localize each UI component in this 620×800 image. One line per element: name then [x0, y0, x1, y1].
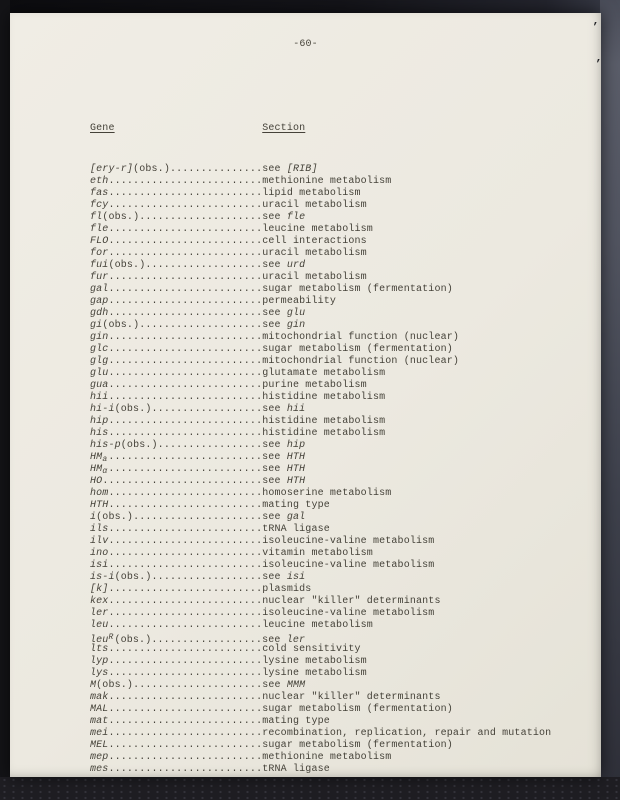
gene-symbol: isi: [90, 560, 109, 571]
gene-symbol: fcy: [90, 200, 109, 211]
section-text: lysine metabolism: [262, 668, 367, 679]
table-row: [90, 428, 593, 440]
gene-symbol: hom: [90, 488, 109, 499]
dot-leader: .........................: [108, 272, 263, 283]
section-text: nuclear "killer" determinants: [262, 692, 441, 703]
gene-symbol: leu: [90, 635, 109, 646]
dot-leader: .........................: [108, 416, 263, 427]
section-text: see: [262, 404, 287, 415]
gene-symbol: MAL: [90, 704, 109, 715]
gene-note: (obs.): [96, 512, 134, 523]
table-row: [90, 260, 593, 272]
section-text: purine metabolism: [262, 380, 367, 391]
dot-leader: .........................: [108, 368, 263, 379]
gene-symbol: glg: [90, 356, 109, 367]
section-text: methionine metabolism: [262, 176, 392, 187]
gene-note: (obs.): [133, 164, 170, 175]
gene-symbol: [ery-r]: [90, 164, 134, 175]
gene-symbol: ils: [90, 524, 109, 535]
table-row: [90, 332, 593, 344]
section-text: plasmids: [262, 584, 312, 595]
table-row: [90, 380, 593, 392]
section-text: sugar metabolism (fermentation): [262, 344, 453, 355]
table-row: [90, 404, 593, 416]
gene-symbol: M: [90, 680, 97, 691]
dot-leader: .........................: [108, 728, 263, 739]
section-ref: HTH: [286, 452, 306, 463]
dot-leader: .........................: [108, 248, 263, 259]
dot-leader: .........................: [108, 560, 263, 571]
table-row: [90, 476, 593, 488]
section-text: see: [262, 512, 287, 523]
gene-symbol: gi: [90, 320, 103, 331]
table-row: [90, 416, 593, 428]
table-row: [90, 236, 593, 248]
table-row: [90, 452, 593, 464]
gene-symbol: his: [90, 428, 109, 439]
table-row: [90, 644, 593, 656]
section-text: tRNA ligase: [262, 524, 330, 535]
dot-leader: .........................: [108, 356, 263, 367]
scanner-bed-left: [0, 0, 10, 800]
section-text: see: [262, 260, 287, 271]
section-text: see: [262, 464, 287, 475]
dot-leader: ....................: [139, 212, 263, 223]
gene-symbol: ilv: [90, 536, 109, 547]
table-row: [90, 368, 593, 380]
table-row: [90, 632, 593, 644]
table-row: [90, 704, 593, 716]
section-text: histidine metabolism: [262, 392, 386, 403]
section-text: sugar metabolism (fermentation): [262, 740, 453, 751]
section-ref: [RIB]: [286, 164, 318, 175]
dot-leader: .........................: [108, 308, 263, 319]
dot-leader: .........................: [108, 344, 263, 355]
table-row: [90, 692, 593, 704]
dot-leader: .........................: [108, 284, 263, 295]
dot-leader: .........................: [108, 488, 263, 499]
gene-note: (obs.): [114, 404, 152, 415]
gene-symbol: his-p: [90, 440, 121, 451]
dot-leader: .....................: [133, 512, 263, 523]
dot-leader: ..................: [151, 572, 263, 583]
dot-leader: .........................: [108, 500, 263, 511]
dot-leader: .........................: [108, 584, 263, 595]
gene-symbol: gal: [90, 284, 109, 295]
table-row: [90, 500, 593, 512]
section-text: homoserine metabolism: [262, 488, 392, 499]
gene-symbol: glc: [90, 344, 109, 355]
section-text: uracil metabolism: [262, 272, 367, 283]
gene-symbol: ino: [90, 548, 109, 559]
table-row: [90, 212, 593, 224]
table-row: [90, 716, 593, 728]
gene-subscript: a: [102, 455, 108, 464]
table-row: [90, 536, 593, 548]
section-text: uracil metabolism: [262, 248, 367, 259]
table-row: [90, 620, 593, 632]
dot-leader: .........................: [108, 428, 263, 439]
dot-leader: .........................: [108, 296, 263, 307]
dot-leader: .........................: [108, 188, 263, 199]
section-ref: ler: [286, 635, 306, 646]
section-ref: HTH: [286, 476, 306, 487]
gene-symbol: lts: [90, 644, 109, 655]
section-text: see: [262, 452, 287, 463]
table-row: [90, 440, 593, 452]
section-text: see: [262, 320, 287, 331]
gene-subscript: α: [102, 467, 108, 476]
dot-leader: .........................: [108, 392, 263, 403]
dot-leader: ..........................: [102, 476, 263, 487]
scanner-bed-right: [600, 0, 620, 800]
section-text: tRNA ligase: [262, 764, 330, 775]
gene-symbol: glu: [90, 368, 109, 379]
section-ref: gal: [286, 512, 306, 523]
section-text: uracil metabolism: [262, 200, 367, 211]
gene-symbol: mep: [90, 752, 109, 763]
table-row: [90, 284, 593, 296]
table-row: [90, 584, 593, 596]
gene-index: [90, 99, 593, 800]
section-text: recombination, replication, repair and mutation: [262, 728, 552, 739]
gene-symbol: fur: [90, 272, 109, 283]
section-ref: gin: [286, 320, 306, 331]
section-text: histidine metabolism: [262, 428, 386, 439]
gene-symbol: HO: [90, 476, 103, 487]
table-row: [90, 524, 593, 536]
dot-leader: .........................: [108, 752, 263, 763]
dot-leader: .........................: [108, 644, 263, 655]
section-ref: glu: [286, 308, 306, 319]
section-text: isoleucine-valine metabolism: [262, 608, 435, 619]
section-text: histidine metabolism: [262, 416, 386, 427]
document-page: [10, 13, 601, 777]
dot-leader: .........................: [108, 764, 263, 775]
gene-symbol: fl: [90, 212, 103, 223]
table-row: [90, 464, 593, 476]
header-gap: [115, 123, 263, 134]
section-text: lipid metabolism: [262, 188, 361, 199]
section-ref: HTH: [286, 464, 306, 475]
table-row: [90, 272, 593, 284]
gene-symbol: hip: [90, 416, 109, 427]
dot-leader: .........................: [108, 236, 263, 247]
section-column-header: Section: [262, 123, 306, 134]
gene-symbol: eth: [90, 176, 109, 187]
table-row: [90, 200, 593, 212]
section-text: sugar metabolism (fermentation): [262, 284, 453, 295]
gene-symbol: mei: [90, 728, 109, 739]
section-text: isoleucine-valine metabolism: [262, 560, 435, 571]
section-text: vitamin metabolism: [262, 548, 373, 559]
section-ref: isi: [286, 572, 306, 583]
gene-symbol: gap: [90, 296, 109, 307]
table-row: [90, 344, 593, 356]
section-text: methionine metabolism: [262, 752, 392, 763]
dot-leader: .........................: [108, 620, 263, 631]
gene-symbol: lyp: [90, 656, 109, 667]
gene-column-header: Gene: [90, 123, 115, 134]
dot-leader: .........................: [108, 176, 263, 187]
section-ref: fle: [286, 212, 306, 223]
section-text: see: [262, 680, 287, 691]
gene-symbol: hii: [90, 392, 109, 403]
dot-leader: .........................: [108, 536, 263, 547]
section-text: cell interactions: [262, 236, 367, 247]
dot-leader: .........................: [108, 380, 263, 391]
dot-leader: .........................: [108, 524, 263, 535]
gene-note: (obs.): [96, 680, 134, 691]
dot-leader: .........................: [108, 692, 263, 703]
dot-leader: .........................: [108, 608, 263, 619]
dot-leader: ....................: [139, 320, 263, 331]
section-text: lysine metabolism: [262, 656, 367, 667]
dot-leader: .................: [157, 440, 263, 451]
table-row: [90, 176, 593, 188]
table-row: [90, 752, 593, 764]
section-text: mating type: [262, 500, 330, 511]
gene-note: (obs.): [108, 260, 146, 271]
section-text: permeability: [262, 296, 337, 307]
gene-symbol: fle: [90, 224, 109, 235]
table-row: [90, 572, 593, 584]
gene-note: (obs.): [114, 635, 152, 646]
gene-symbol: lys: [90, 668, 109, 679]
table-body: [90, 164, 593, 776]
table-row: [90, 488, 593, 500]
section-text: see: [262, 164, 287, 175]
section-text: see: [262, 440, 287, 451]
table-row: [90, 656, 593, 668]
gene-symbol: gua: [90, 380, 109, 391]
gene-note: (obs.): [114, 572, 152, 583]
table-row: [90, 548, 593, 560]
table-row: [90, 680, 593, 692]
table-row: [90, 320, 593, 332]
section-text: cold sensitivity: [262, 644, 361, 655]
gene-symbol: gin: [90, 332, 109, 343]
section-ref: hip: [286, 440, 306, 451]
gene-symbol: mat: [90, 716, 109, 727]
table-row: [90, 728, 593, 740]
gene-note: (obs.): [102, 320, 140, 331]
section-text: see: [262, 635, 287, 646]
gene-symbol: MEL: [90, 740, 109, 751]
dot-leader: .........................: [108, 332, 263, 343]
table-header: [90, 123, 593, 135]
gene-symbol: fas: [90, 188, 109, 199]
table-row: [90, 560, 593, 572]
dot-leader: ..................: [151, 404, 263, 415]
table-row: [90, 608, 593, 620]
section-text: nuclear "killer" determinants: [262, 596, 441, 607]
dot-leader: .........................: [108, 656, 263, 667]
gene-symbol: FLO: [90, 236, 109, 247]
table-row: [90, 596, 593, 608]
table-row: [90, 668, 593, 680]
section-ref: urd: [286, 260, 306, 271]
table-row: [90, 188, 593, 200]
dot-leader: .........................: [108, 596, 263, 607]
section-text: glutamate metabolism: [262, 368, 386, 379]
gene-symbol: gdh: [90, 308, 109, 319]
gene-symbol: for: [90, 248, 109, 259]
gene-superscript: R: [108, 633, 114, 642]
dot-leader: .....................: [133, 680, 263, 691]
section-ref: MMM: [286, 680, 306, 691]
gene-symbol: is-i: [90, 572, 115, 583]
scanner-bed-top: [0, 0, 620, 13]
gene-note: (obs.): [102, 212, 140, 223]
section-text: mitochondrial function (nuclear): [262, 332, 460, 343]
dot-leader: .........................: [108, 704, 263, 715]
dot-leader: .........................: [108, 224, 263, 235]
gene-symbol: leu: [90, 620, 109, 631]
table-row: [90, 164, 593, 176]
gene-symbol: hi-i: [90, 404, 115, 415]
dot-leader: ...............: [169, 164, 263, 175]
table-row: [90, 764, 593, 776]
table-row: [90, 296, 593, 308]
ink-mark: ’: [595, 59, 602, 71]
section-text: see: [262, 308, 287, 319]
dot-leader: .........................: [108, 200, 263, 211]
dot-leader: ..................: [151, 635, 263, 646]
gene-symbol: mak: [90, 692, 109, 703]
gene-symbol: i: [90, 512, 97, 523]
table-row: [90, 512, 593, 524]
section-text: see: [262, 476, 287, 487]
section-text: leucine metabolism: [262, 620, 373, 631]
dot-leader: .........................: [108, 548, 263, 559]
gene-symbol: HTH: [90, 500, 109, 511]
section-text: leucine metabolism: [262, 224, 373, 235]
gene-symbol: HM: [90, 464, 103, 475]
table-row: [90, 308, 593, 320]
section-ref: hii: [286, 404, 306, 415]
table-row: [90, 248, 593, 260]
section-text: sugar metabolism (fermentation): [262, 704, 453, 715]
section-text: mitochondrial function (nuclear): [262, 356, 460, 367]
gene-symbol: HM: [90, 452, 103, 463]
table-row: [90, 740, 593, 752]
table-row: [90, 224, 593, 236]
ink-mark: ’: [592, 22, 599, 34]
section-text: see: [262, 212, 287, 223]
gene-symbol: kex: [90, 596, 109, 607]
section-text: see: [262, 572, 287, 583]
page-number: -60-: [293, 39, 318, 50]
dot-leader: .........................: [108, 740, 263, 751]
section-text: isoleucine-valine metabolism: [262, 536, 435, 547]
section-text: mating type: [262, 716, 330, 727]
dot-leader: .........................: [108, 464, 263, 475]
gene-symbol: fui: [90, 260, 109, 271]
dot-leader: .........................: [108, 452, 263, 463]
gene-symbol: mes: [90, 764, 109, 775]
table-row: [90, 392, 593, 404]
gene-symbol: [k]: [90, 584, 109, 595]
table-row: [90, 356, 593, 368]
dot-leader: .........................: [108, 668, 263, 679]
gene-note: (obs.): [120, 440, 158, 451]
gene-symbol: ler: [90, 608, 109, 619]
dot-leader: .........................: [108, 716, 263, 727]
dot-leader: ...................: [145, 260, 263, 271]
